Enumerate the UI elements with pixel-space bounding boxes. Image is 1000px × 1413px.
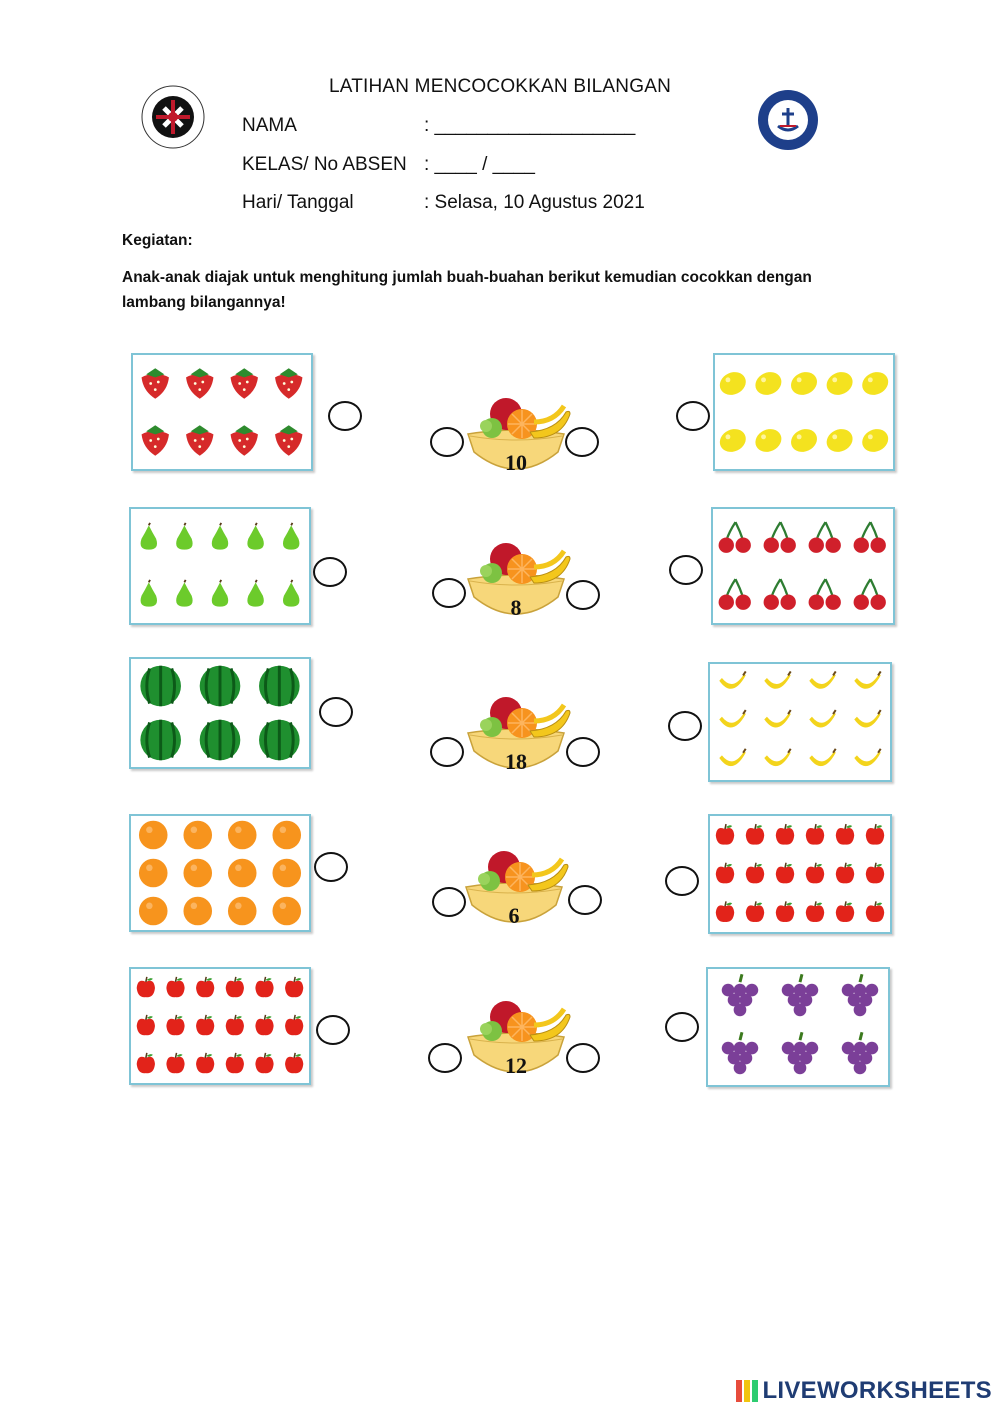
banana-icon: [764, 710, 790, 727]
lemon-icon: [787, 368, 821, 399]
match-circle-basket-left[interactable]: [428, 1043, 462, 1073]
brand-name: LIVEWORKSHEETS: [762, 1377, 992, 1404]
banana-icon: [854, 710, 880, 727]
basket-number: 6: [508, 903, 520, 928]
pear-icon: [141, 580, 157, 607]
apple-icon: [866, 863, 884, 884]
strawberry-icon: [231, 425, 258, 455]
instruction-line-1: Anak-anak diajak untuk menghitung jumlah buah-buahan berikut kemudian cocokkan dengan: [122, 269, 812, 286]
fruit-grid: [131, 969, 309, 1083]
apple-icon: [196, 1015, 214, 1035]
fruit-grid: [713, 509, 893, 623]
banana-icon: [809, 671, 835, 688]
orange-icon: [228, 821, 257, 850]
apple-icon: [836, 863, 854, 884]
apple-icon: [226, 977, 244, 997]
banana-icon: [719, 671, 745, 688]
watermelon-icon: [259, 720, 300, 761]
match-circle-left-box[interactable]: [316, 1015, 350, 1045]
right-box-grapes: [706, 967, 890, 1087]
cherry-icon: [719, 522, 751, 553]
activity-heading: Kegiatan:: [122, 232, 193, 249]
pear-icon: [212, 580, 228, 607]
pear-icon: [283, 523, 299, 550]
orange-icon: [228, 859, 257, 888]
left-box-strawberries: [131, 353, 313, 471]
strawberry-icon: [142, 425, 169, 455]
apple-icon: [137, 1015, 155, 1035]
date-value: : Selasa, 10 Agustus 2021: [424, 192, 645, 213]
apple-icon: [746, 824, 764, 845]
cherry-icon: [764, 522, 796, 553]
fruit-grid: [708, 969, 888, 1085]
left-box-apples: [129, 967, 311, 1085]
cherry-icon: [764, 579, 796, 610]
pear-icon: [141, 523, 157, 550]
apple-icon: [806, 824, 824, 845]
left-box-oranges: [129, 814, 311, 932]
apple-icon: [226, 1015, 244, 1035]
match-circle-left-box[interactable]: [319, 697, 353, 727]
apple-icon: [285, 977, 303, 997]
orange-icon: [272, 821, 301, 850]
apple-icon: [255, 977, 273, 997]
banana-icon: [764, 671, 790, 688]
watermelon-icon: [200, 720, 241, 761]
apple-icon: [836, 901, 854, 922]
match-circle-basket-left[interactable]: [430, 737, 464, 767]
class-field[interactable]: : ____ / ____: [424, 154, 535, 175]
fruit-basket: [446, 995, 586, 1085]
orange-icon: [272, 859, 301, 888]
strawberry-icon: [231, 368, 258, 398]
class-label: KELAS/ No ABSEN: [242, 154, 407, 175]
match-circle-basket-right[interactable]: [566, 1043, 600, 1073]
right-box-cherries: [711, 507, 895, 625]
pear-icon: [176, 580, 192, 607]
strawberry-icon: [275, 425, 302, 455]
lemon-icon: [787, 425, 821, 456]
apple-icon: [746, 863, 764, 884]
liveworksheets-logo-icon: [735, 1379, 759, 1403]
apple-icon: [166, 977, 184, 997]
right-box-lemons: [713, 353, 895, 471]
apple-icon: [166, 1053, 184, 1073]
apple-icon: [255, 1015, 273, 1035]
liveworksheets-brand: [735, 1377, 992, 1405]
apple-icon: [866, 901, 884, 922]
right-box-bananas: [708, 662, 892, 782]
fruit-grid: [710, 664, 890, 780]
banana-icon: [854, 671, 880, 688]
match-circle-right-box[interactable]: [665, 866, 699, 896]
basket-number: 10: [505, 450, 527, 475]
watermelon-icon: [140, 666, 181, 707]
match-circle-right-box[interactable]: [668, 711, 702, 741]
cherry-icon: [719, 579, 751, 610]
match-circle-basket-left[interactable]: [432, 887, 466, 917]
pear-icon: [247, 580, 263, 607]
basket-number: 12: [505, 1053, 527, 1078]
fruit-basket: [446, 537, 586, 627]
school-logo-right: [756, 88, 820, 152]
apple-icon: [776, 863, 794, 884]
fruit-basket: [444, 845, 584, 935]
right-box-apples: [708, 814, 892, 934]
fruit-basket: [446, 691, 586, 781]
orange-icon: [139, 897, 168, 926]
lemon-icon: [752, 368, 786, 399]
grape-icon: [782, 974, 818, 1016]
match-circle-basket-left[interactable]: [430, 427, 464, 457]
worksheet-title: LATIHAN MENCOCOKKAN BILANGAN: [328, 76, 672, 97]
strawberry-icon: [142, 368, 169, 398]
name-label: NAMA: [242, 115, 297, 136]
left-box-watermelons: [129, 657, 311, 769]
match-circle-left-box[interactable]: [313, 557, 347, 587]
match-circle-basket-right[interactable]: [566, 580, 600, 610]
banana-icon: [809, 710, 835, 727]
lemon-icon: [716, 368, 750, 399]
cherry-icon: [854, 522, 886, 553]
pear-icon: [283, 580, 299, 607]
lemon-icon: [823, 425, 857, 456]
apple-icon: [196, 1053, 214, 1073]
lemon-icon: [752, 425, 786, 456]
cherry-icon: [809, 522, 841, 553]
apple-icon: [746, 901, 764, 922]
grape-icon: [722, 974, 758, 1016]
apple-icon: [166, 1015, 184, 1035]
apple-icon: [137, 977, 155, 997]
banana-icon: [719, 710, 745, 727]
grape-icon: [782, 1032, 818, 1074]
watermelon-icon: [200, 666, 241, 707]
basket-number: 18: [505, 749, 527, 774]
orange-icon: [139, 821, 168, 850]
match-circle-basket-right[interactable]: [566, 737, 600, 767]
instruction-line-2: lambang bilangannya!: [122, 294, 286, 311]
match-circle-left-box[interactable]: [328, 401, 362, 431]
banana-icon: [764, 749, 790, 766]
fruit-grid: [710, 816, 890, 932]
match-circle-basket-right[interactable]: [568, 885, 602, 915]
name-field[interactable]: : ___________________: [424, 115, 636, 136]
fruit-grid: [715, 355, 893, 469]
match-circle-right-box[interactable]: [676, 401, 710, 431]
banana-icon: [809, 749, 835, 766]
pear-icon: [212, 523, 228, 550]
cherry-icon: [854, 579, 886, 610]
fruit-grid: [133, 355, 311, 469]
watermelon-icon: [259, 666, 300, 707]
orange-icon: [183, 859, 212, 888]
lemon-icon: [858, 425, 892, 456]
basket-number: 8: [510, 595, 522, 620]
match-circle-basket-right[interactable]: [565, 427, 599, 457]
strawberry-icon: [275, 368, 302, 398]
apple-icon: [137, 1053, 155, 1073]
apple-icon: [285, 1015, 303, 1035]
apple-icon: [806, 901, 824, 922]
grape-icon: [842, 1032, 878, 1074]
orange-icon: [183, 821, 212, 850]
orange-icon: [183, 897, 212, 926]
lemon-icon: [716, 425, 750, 456]
lemon-icon: [823, 368, 857, 399]
apple-icon: [776, 824, 794, 845]
orange-icon: [139, 859, 168, 888]
grape-icon: [722, 1032, 758, 1074]
fruit-grid: [131, 509, 309, 623]
apple-icon: [255, 1053, 273, 1073]
apple-icon: [716, 824, 734, 845]
school-logo-left: [140, 84, 206, 150]
match-circle-left-box[interactable]: [314, 852, 348, 882]
apple-icon: [196, 977, 214, 997]
cherry-icon: [809, 579, 841, 610]
orange-icon: [272, 897, 301, 926]
pear-icon: [247, 523, 263, 550]
date-label: Hari/ Tanggal: [242, 192, 354, 213]
banana-icon: [719, 749, 745, 766]
apple-icon: [836, 824, 854, 845]
apple-icon: [716, 863, 734, 884]
apple-icon: [776, 901, 794, 922]
apple-icon: [716, 901, 734, 922]
banana-icon: [854, 749, 880, 766]
left-box-pears: [129, 507, 311, 625]
pear-icon: [176, 523, 192, 550]
apple-icon: [285, 1053, 303, 1073]
apple-icon: [226, 1053, 244, 1073]
fruit-grid: [131, 659, 309, 767]
strawberry-icon: [186, 368, 213, 398]
apple-icon: [866, 824, 884, 845]
match-circle-basket-left[interactable]: [432, 578, 466, 608]
fruit-grid: [131, 816, 309, 930]
orange-icon: [228, 897, 257, 926]
lemon-icon: [858, 368, 892, 399]
match-circle-right-box[interactable]: [669, 555, 703, 585]
watermelon-icon: [140, 720, 181, 761]
match-circle-right-box[interactable]: [665, 1012, 699, 1042]
apple-icon: [806, 863, 824, 884]
strawberry-icon: [186, 425, 213, 455]
grape-icon: [842, 974, 878, 1016]
